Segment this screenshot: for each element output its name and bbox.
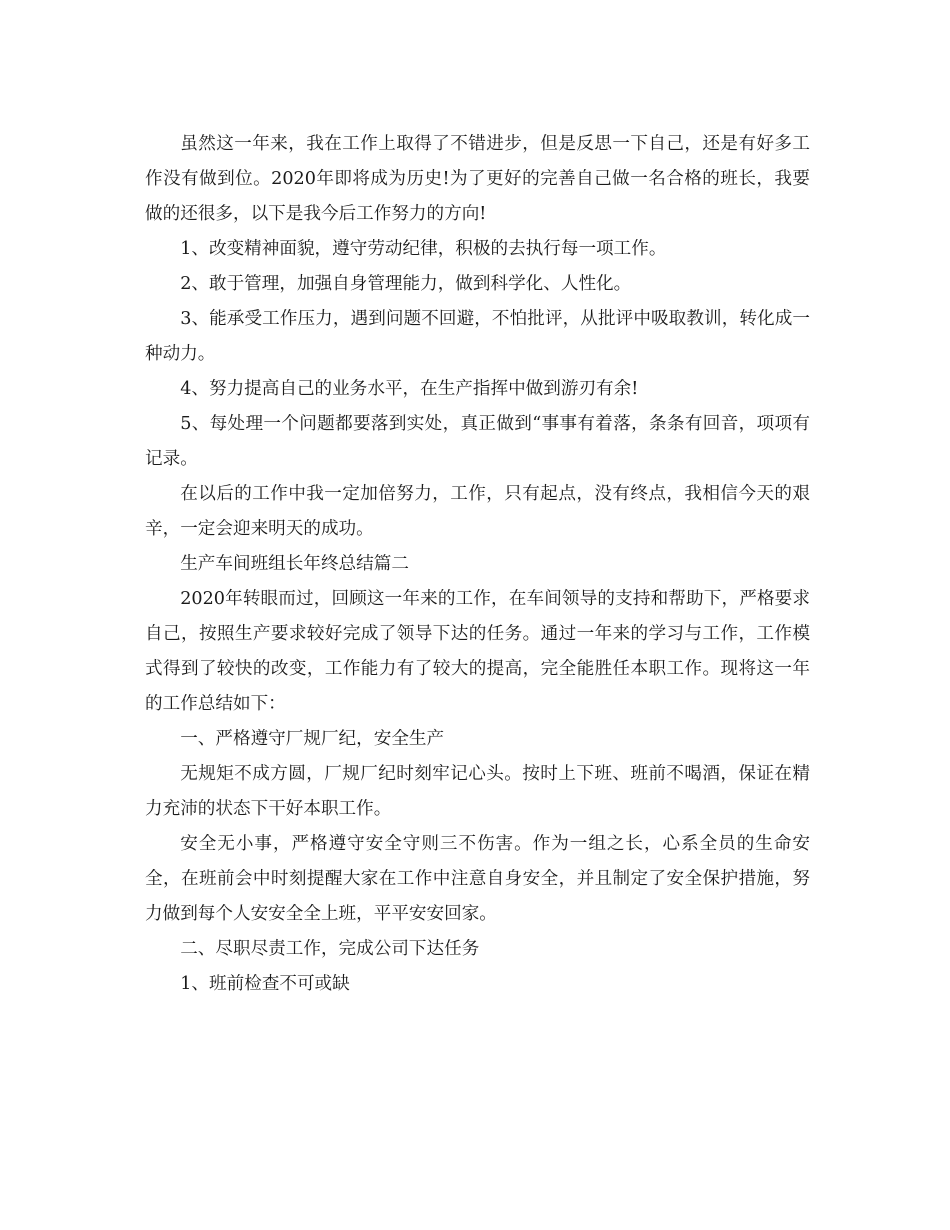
heading-section-2: 二、尽职尽责工作，完成公司下达任务 [180,939,480,959]
paragraph-item-3: 3、能承受工作压力，遇到问题不回避，不怕批评，从批评中吸取教训，转化成一种动力。 [145,309,810,364]
paragraph-safety: 安全无小事，严格遵守安全守则三不伤害。作为一组之长，心系全员的生命安全，在班前会中时刻提醒大家在工作中注意自身安全，并且制定了安全保护措施，努力做到每个人安安全全上班，平平安安回家。 [145,834,810,924]
document-body [145,127,810,1002]
heading-subsection-1: 1、班前检查不可或缺 [180,974,350,994]
heading-section-1: 一、严格遵守厂规厂纪，安全生产 [180,729,445,749]
paragraph-conclusion: 在以后的工作中我一定加倍努力，工作，只有起点，没有终点，我相信今天的艰辛，一定会迎来明天的成功。 [145,484,810,539]
paragraph-rules: 无规矩不成方圆，厂规厂纪时刻牢记心头。按时上下班、班前不喝酒，保证在精力充沛的状态下干好本职工作。 [145,764,810,819]
paragraph-item-1: 1、改变精神面貌，遵守劳动纪律，积极的去执行每一项工作。 [180,239,667,259]
paragraph-intro: 虽然这一年来，我在工作上取得了不错进步，但是反思一下自己，还是有好多工作没有做到位。2020年即将成为历史!为了更好的完善自己做一名合格的班长，我要做的还很多，以下是我今后工作努力的方向! [145,134,810,224]
paragraph-item-4: 4、努力提高自己的业务水平，在生产指挥中做到游刃有余! [180,379,639,399]
paragraph-item-5: 5、每处理一个问题都要落到实处，真正做到“事事有着落，条条有回音，项项有记录。 [145,414,810,469]
paragraph-item-2: 2、敢于管理，加强自身管理能力，做到科学化、人性化。 [180,274,632,294]
section-title: 生产车间班组长年终总结篇二 [180,554,409,574]
paragraph-overview: 2020年转眼而过，回顾这一年来的工作，在车间领导的支持和帮助下，严格要求自己，按照生产要求较好完成了领导下达的任务。通过一年来的学习与工作，工作模式得到了较快的改变，工作能力有了较大的提高，完全能胜任本职工作。现将这一年的工作总结如下： [145,589,810,714]
